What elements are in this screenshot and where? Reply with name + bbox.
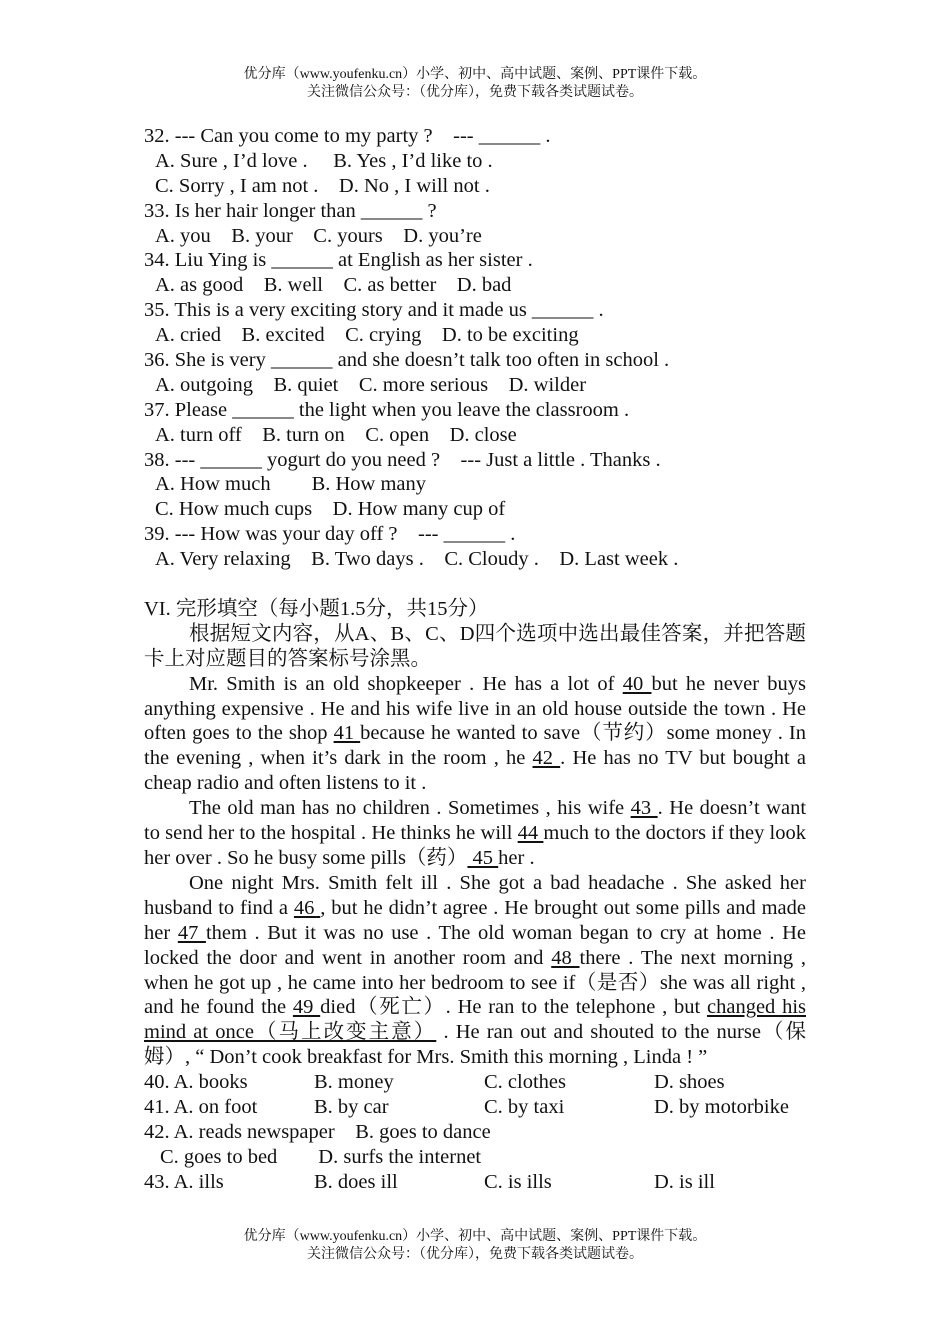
question-stem: 37. Please ______ the light when you leave the classroom . — [144, 398, 630, 421]
question-stem: 33. Is her hair longer than ______ ? — [144, 199, 437, 222]
answer-option: B. does ill — [314, 1170, 398, 1193]
question-options: C. How much cups D. How many cup of — [155, 498, 506, 521]
document-body — [144, 124, 806, 1195]
blank-number: 41 — [333, 722, 361, 745]
answer-option: D. shoes — [654, 1071, 725, 1094]
spacer — [144, 572, 806, 597]
multiple-choice-questions — [144, 124, 806, 572]
question-options: A. turn off B. turn on C. open D. close — [155, 423, 517, 446]
answer-option: D. by motorbike — [654, 1096, 789, 1119]
answer-option: 41. A. on foot — [144, 1096, 258, 1119]
passage-text: much to the doctors if they look her over . So he busy some pills（药） — [144, 822, 806, 869]
answer-option: B. by car — [314, 1096, 389, 1119]
passage-text: her . — [498, 846, 535, 869]
question-options: A. outgoing B. quiet C. more serious D. wilder — [155, 373, 587, 396]
question-stem: 34. Liu Ying is ______ at English as her sister . — [144, 249, 533, 272]
footer-line-2: 关注微信公众号：（优分库），免费下载各类试题试卷。 — [307, 1247, 643, 1262]
blank-number: 48 — [551, 946, 580, 969]
question-options: A. Sure , I’d love . B. Yes , I’d like to . — [155, 149, 493, 172]
passage-text: but he never buys anything expensive . He and his wife live in an old house outside the town . He often goes to the shop — [144, 672, 807, 745]
question-stem: 32. --- Can you come to my party ? --- ______ . — [144, 125, 551, 147]
passage-paragraph-2 — [144, 796, 806, 871]
question-stem: 39. --- How was your day off ? --- ______ . — [144, 523, 516, 546]
answer-row-42b: C. goes to bed D. surfs the internet — [160, 1145, 482, 1168]
passage-text: there . The next morning , when he got up , he came into her bedroom to see if（是否）she was all right , and he found the — [144, 946, 807, 1019]
question-options: A. cried B. excited C. crying D. to be exciting — [155, 324, 579, 347]
passage-text: . He has no TV but bought a cheap radio and often listens to it . — [144, 747, 806, 795]
blank-number: 49 — [292, 996, 321, 1019]
passage-text: Mr. Smith is an old shopkeeper . He has a lot of — [189, 672, 623, 695]
question-stem: 38. --- ______ yogurt do you need ? --- Just a little . Thanks . — [144, 448, 661, 471]
blank-number: 45 — [467, 846, 499, 869]
blank-number: 43 — [630, 797, 658, 820]
answer-row-43 — [144, 1170, 806, 1195]
question-options: A. as good B. well C. as better D. bad — [155, 274, 512, 297]
question-options: A. Very relaxing B. Two days . C. Cloudy . D. Last week . — [155, 548, 679, 571]
blank-number: 40 — [622, 672, 652, 695]
passage-text: . He doesn’t want to send her to the hospital . He thinks he will — [144, 797, 807, 845]
question-options: C. Sorry , I am not . D. No , I will not . — [155, 174, 490, 197]
header-line-1: 优分库（www.youfenku.cn）小学、初中、高中试题、案例、PPT课件下载。 — [243, 67, 707, 82]
blank-number: 42 — [532, 747, 561, 770]
question-stem: 35. This is a very exciting story and it made us ______ . — [144, 299, 604, 322]
passage-text: , but he didn’t agree . He brought out some pills and made her — [144, 896, 806, 944]
answer-option: 40. A. books — [144, 1071, 248, 1094]
passage-text: The old man has no children . Sometimes , his wife — [189, 797, 631, 820]
page-header — [0, 66, 950, 102]
answer-row-41 — [144, 1095, 806, 1120]
blank-number: 46 — [293, 896, 321, 919]
answer-option: D. is ill — [654, 1170, 715, 1193]
question-stem: 36. She is very ______ and she doesn’t talk too often in school . — [144, 349, 670, 372]
answer-option: 43. A. ills — [144, 1170, 224, 1193]
answer-option: C. clothes — [484, 1071, 566, 1094]
passage-paragraph-1 — [144, 672, 806, 797]
answer-row-42a: 42. A. reads newspaper B. goes to dance — [144, 1120, 491, 1143]
header-line-2: 关注微信公众号：（优分库），免费下载各类试题试卷。 — [307, 85, 643, 100]
answer-row-40 — [144, 1070, 806, 1095]
passage-text: . He ran out and shouted to the nurse（保姆）, “ Don’t cook breakfast for Mrs. Smith this morning , Linda ! ” — [144, 1021, 806, 1069]
passage-paragraph-3 — [144, 871, 806, 1070]
passage-text: because he wanted to save（节约）some money . In the evening , when it’s dark in the room , he — [144, 722, 807, 770]
answer-option: B. money — [314, 1071, 394, 1094]
footer-line-1: 优分库（www.youfenku.cn）小学、初中、高中试题、案例、PPT课件下载。 — [243, 1229, 707, 1244]
section-title: VI. 完形填空（每小题1.5分，共15分） — [144, 597, 489, 620]
page-footer — [0, 1228, 950, 1264]
blank-number: changed his mind at once（马上改变主意） — [144, 996, 807, 1044]
answer-option: C. by taxi — [484, 1096, 565, 1119]
blank-number: 44 — [517, 822, 544, 845]
passage-text: died（死亡）. He ran to the telephone , but — [320, 996, 708, 1019]
question-options: A. you B. your C. yours D. you’re — [155, 224, 482, 247]
question-options: A. How much B. How many — [155, 473, 427, 496]
passage-text: One night Mrs. Smith felt ill . She got a bad headache . She asked her husband to find a — [144, 871, 806, 919]
section-instruction: 根据短文内容，从A、B、C、D四个选项中选出最佳答案，并把答题卡上对应题目的答案标号涂黑。 — [144, 622, 806, 670]
passage-text: them . But it was no use . The old woman began to cry at home . He locked the door and went in another room and — [144, 921, 806, 969]
answer-option: C. is ills — [484, 1170, 552, 1193]
blank-number: 47 — [177, 921, 206, 944]
